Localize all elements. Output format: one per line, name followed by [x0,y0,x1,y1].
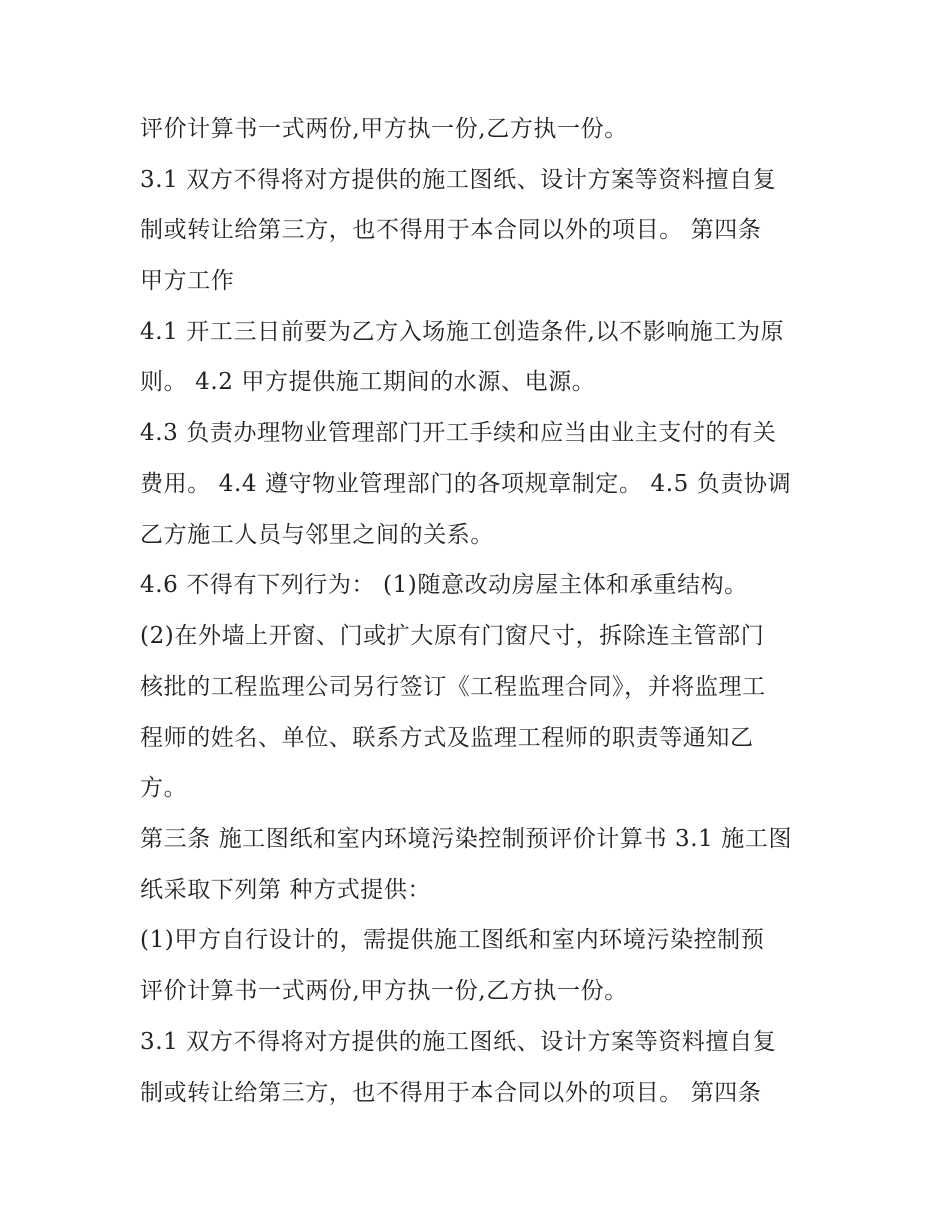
text-line: 制或转让给第三方，也不得用于本合同以外的项目。 第四条 [140,1080,762,1106]
text-line: 3.1 双方不得将对方提供的施工图纸、设计方案等资料擅自复 [140,167,777,193]
text-line: 费用。 4.4 遵守物业管理部门的各项规章制定。 4.5 负责协调 [140,471,792,497]
text-line: (1)甲方自行设计的，需提供施工图纸和室内环境污染控制预 [140,927,765,953]
text-line: 评价计算书一式两份,甲方执一份,乙方执一份。 [140,116,628,142]
text-line: 4.1 开工三日前要为乙方入场施工创造条件,以不影响施工为原 [140,319,785,345]
text-line: 乙方施工人员与邻里之间的关系。 [140,522,494,548]
text-line: 4.3 负责办理物业管理部门开工手续和应当由业主支付的有关 [140,420,777,446]
text-line: 纸采取下列第 种方式提供： [140,877,432,903]
text-line: 第三条 施工图纸和室内环境污染控制预评价计算书 3.1 施工图 [140,826,793,852]
text-line: 程师的姓名、单位、联系方式及监理工程师的职责等通知乙 [140,725,754,751]
text-line: 4.6 不得有下列行为： (1)随意改动房屋主体和承重结构。 [140,572,748,598]
text-line: 3.1 双方不得将对方提供的施工图纸、设计方案等资料擅自复 [140,1029,777,1055]
text-line: (2)在外墙上开窗、门或扩大原有门窗尺寸，拆除连主管部门 [140,623,765,649]
text-line: 评价计算书一式两份,甲方执一份,乙方执一份。 [140,978,628,1004]
text-line: 制或转让给第三方，也不得用于本合同以外的项目。 第四条 [140,217,762,243]
text-line: 方。 [140,775,188,801]
text-line: 则。 4.2 甲方提供施工期间的水源、电源。 [140,369,596,395]
text-line: 甲方工作 [140,268,235,294]
text-line: 核批的工程监理公司另行签订《工程监理合同》，并将监理工 [140,674,766,700]
